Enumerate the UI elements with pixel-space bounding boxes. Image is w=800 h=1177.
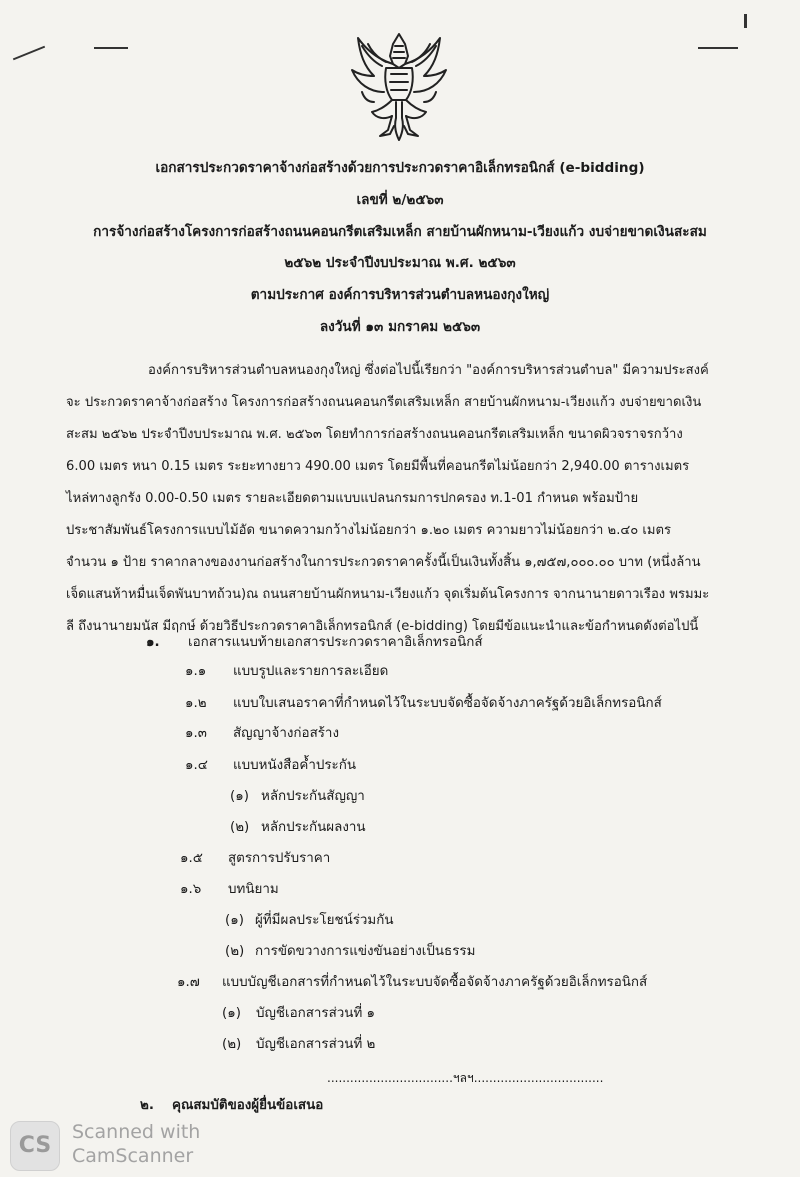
list-item-text: สูตรการปรับราคา — [228, 851, 331, 866]
document-title: เอกสารประกวดราคาจ้างก่อสร้างด้วยการประกวดราคาอิเล็กทรอนิกส์ (e-bidding) — [155, 160, 645, 176]
list-subitem-text: หลักประกันผลงาน — [261, 820, 366, 835]
scan-mark — [744, 14, 747, 28]
list-item-number: ๑.๒ — [185, 696, 207, 711]
list-item-text: แบบหนังสือค้ำประกัน — [233, 758, 356, 773]
watermark-line-2: CamScanner — [72, 1145, 194, 1167]
paragraph-line: จำนวน ๑ ป้าย ราคากลางของงานก่อสร้างในการประกวดราคาครั้งนี้เป็นเงินทั้งสิ้น ๑,๗๕๗,๐๐๐.๐๐ บาท (หนึ่งล้าน — [66, 555, 701, 570]
section-1-number: ๑. — [146, 635, 160, 650]
paragraph-line: สะสม ๒๕๖๒ ประจำปีงบประมาณ พ.ศ. ๒๕๖๓ โดยทำการก่อสร้างถนนคอนกรีตเสริมเหล็ก ขนาดผิวจราจรกว้าง — [66, 427, 683, 442]
list-item-text: แบบรูปและรายการละเอียด — [233, 664, 389, 679]
list-item-number: ๑.๑ — [185, 664, 207, 679]
list-item-number: ๑.๓ — [185, 726, 207, 741]
list-subitem-text: บัญชีเอกสารส่วนที่ ๒ — [256, 1037, 376, 1052]
garuda-emblem — [346, 30, 452, 146]
watermark-line-1: Scanned with — [72, 1121, 201, 1143]
list-item-number: ๑.๗ — [177, 975, 200, 990]
list-subitem-text: หลักประกันสัญญา — [261, 789, 365, 804]
paragraph-line: องค์การบริหารส่วนตำบลหนองกุงใหญ่ ซึ่งต่อไปนี้เรียกว่า "องค์การบริหารส่วนตำบล" มีความประสงค์ — [148, 363, 709, 378]
list-subitem-number: (๒) — [230, 820, 250, 835]
list-subitem-text: ผู้ที่มีผลประโยชน์ร่วมกัน — [255, 913, 394, 928]
list-item-number: ๑.๖ — [180, 882, 202, 897]
continuation-ellipsis: .................................ฯลฯ.................................. — [327, 1071, 604, 1085]
list-item-number: ๑.๔ — [185, 758, 208, 773]
list-subitem-number: (๒) — [222, 1037, 242, 1052]
list-item-number: ๑.๕ — [180, 851, 203, 866]
camscanner-logo — [10, 1121, 60, 1171]
paragraph-line: ไหล่ทางลูกรัง 0.00-0.50 เมตร รายละเอียดตามแบบแปลนกรมการปกครอง ท.1-01 กำหนด พร้อมป้าย — [66, 491, 639, 506]
list-subitem-text: การขัดขวางการแข่งขันอย่างเป็นธรรม — [255, 944, 476, 959]
paragraph-line: 6.00 เมตร หนา 0.15 เมตร ระยะทางยาว 490.00 เมตร โดยมีพื้นที่คอนกรีตไม่น้อยกว่า 2,940.00 ตารางเมตร — [66, 459, 690, 474]
paragraph-line: เจ็ดแสนห้าหมื่นเจ็ดพันบาทถ้วน)ณ ถนนสายบ้านผักหนาม-เวียงแก้ว จุดเริ่มต้นโครงการ จากนานายดาวเรือง พรมมะ — [66, 587, 710, 602]
list-item-text: แบบใบเสนอราคาที่กำหนดไว้ในระบบจัดซื้อจัดจ้างภาครัฐด้วยอิเล็กทรอนิกส์ — [233, 696, 662, 711]
list-subitem-number: (๑) — [225, 913, 244, 928]
list-subitem-text: บัญชีเอกสารส่วนที่ ๑ — [256, 1006, 376, 1021]
document-announcer: ตามประกาศ องค์การบริหารส่วนตำบลหนองกุงใหญ่ — [250, 287, 550, 303]
list-subitem-number: (๒) — [225, 944, 245, 959]
scan-mark — [94, 47, 128, 49]
camscanner-logo-text: CS — [18, 1133, 52, 1158]
paragraph-line: จะ ประกวดราคาจ้างก่อสร้าง โครงการก่อสร้างถนนคอนกรีตเสริมเหล็ก สายบ้านผักหนาม-เวียงแก้ว งบจ่ายขาดเงิน — [66, 395, 702, 410]
document-subject: การจ้างก่อสร้างโครงการก่อสร้างถนนคอนกรีตเสริมเหล็ก สายบ้านผักหนาม-เวียงแก้ว งบจ่ายขาดเงินสะสม — [93, 224, 707, 240]
scan-mark — [698, 47, 738, 49]
document-date: ลงวันที่ ๑๓ มกราคม ๒๕๖๓ — [319, 319, 481, 335]
paragraph-line: ประชาสัมพันธ์โครงการแบบไม้อัด ขนาดความกว้างไม่น้อยกว่า ๑.๒๐ เมตร ความยาวไม่น้อยกว่า ๒.๔๐ เมตร — [66, 523, 672, 538]
document-number: เลขที่ ๒/๒๕๖๓ — [356, 192, 444, 208]
section-1-title: เอกสารแนบท้ายเอกสารประกวดราคาอิเล็กทรอนิกส์ — [188, 635, 483, 650]
paragraph-line: ลี ถึงนานายมนัส มีฤกษ์ ด้วยวิธีประกวดราคาอิเล็กทรอนิกส์ (e-bidding) โดยมีข้อแนะนำและข้อกำหนดดังต่อไปนี้ — [66, 619, 699, 634]
list-subitem-number: (๑) — [230, 789, 249, 804]
section-2-number: ๒. — [140, 1098, 154, 1113]
scan-mark — [13, 46, 45, 61]
list-subitem-number: (๑) — [222, 1006, 241, 1021]
list-item-text: บทนิยาม — [228, 882, 279, 897]
document-subject-cont: ๒๕๖๒ ประจำปีงบประมาณ พ.ศ. ๒๕๖๓ — [284, 255, 516, 271]
section-2-title: คุณสมบัติของผู้ยื่นข้อเสนอ — [172, 1098, 324, 1113]
list-item-text: แบบบัญชีเอกสารที่กำหนดไว้ในระบบจัดซื้อจัดจ้างภาครัฐด้วยอิเล็กทรอนิกส์ — [222, 975, 648, 990]
list-item-text: สัญญาจ้างก่อสร้าง — [233, 726, 339, 741]
